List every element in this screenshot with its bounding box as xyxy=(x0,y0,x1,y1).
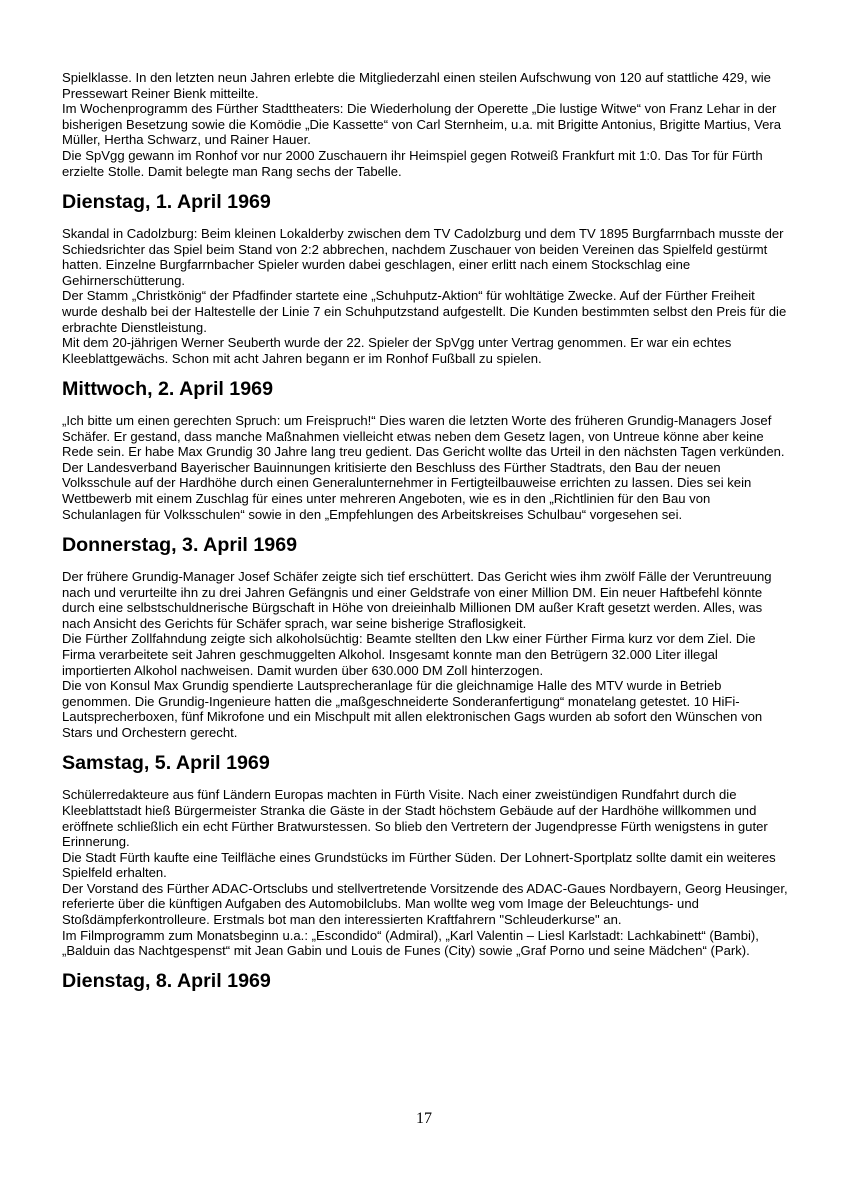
intro-paragraph-3: Die SpVgg gewann im Ronhof vor nur 2000 Zuschauern ihr Heimspiel gegen Rotweiß Frankfurt mit 1:0. Das Tor für Fürth erzielte Stolle. Damit belegte man Rang sechs der Tabelle. xyxy=(62,147,763,179)
intro-paragraph-2: Im Wochenprogramm des Fürther Stadttheaters: Die Wiederholung der Operette „Die lustige Witwe“ von Franz Lehar in der bisherigen Besetzung sowie die Komödie „Die Kassette“ von Carl Sternheim, u.a. mit Brigitte Antonius, Brigitte Martius, Vera Müller, Hertha Schwarz, und Rainer Hauer. xyxy=(62,101,782,148)
section-4-paragraph-3: Der Vorstand des Fürther ADAC-Ortsclubs und stellvertretende Vorsitzende des ADAC-Gaues Nordbayern, Georg Heusinger, referierte über die künftigen Aufgaben des Automobilclubs. Man wollte weg vom Image der Beleuchtungs- und Stoßdämpferkontrolleure. Erstmals bot man den interessierten Kraftfahrern "Schleuderkurse" an. xyxy=(62,880,788,928)
section-1-paragraph-2: Der Stamm „Christkönig“ der Pfadfinder startete eine „Schuhputz-Aktion“ für wohltätige Zwecke. Auf der Fürther Freiheit wurde deshalb bei der Haltestelle der Linie 7 ein Schuhputzstand aufgestellt. Die Kunden bestimmten selbst den Preis für die erbrachte Dienstleistung. xyxy=(62,288,787,335)
section-1-paragraph-1: Skandal in Cadolzburg: Beim kleinen Lokalderby zwischen dem TV Cadolzburg und dem TV 1895 Burgfarrnbach musste der Schiedsrichter das Spiel beim Stand von 2:2 abbrechen, nachdem Zuschauer von beiden Vereinen das Spielfeld gestürmt hatten. Einzelne Burgfarrnbacher Spieler wurden dabei geschlagen, einer erlitt nach einem Stockschlag eine Gehirnerschütterung. xyxy=(62,225,784,288)
date-heading-5: Dienstag, 8. April 1969 xyxy=(62,970,271,993)
intro-paragraph-1: Spielklasse. In den letzten neun Jahren erlebte die Mitgliederzahl einen steilen Aufschwung von 120 auf stattliche 429, wie Pressewart Reiner Bienk mitteilte. xyxy=(62,70,771,101)
date-heading-4: Samstag, 5. April 1969 xyxy=(62,752,270,775)
page-content xyxy=(62,70,788,1006)
section-4-paragraph-2: Die Stadt Fürth kaufte eine Teilfläche eines Grundstücks im Fürther Süden. Der Lohnert-Sportplatz sollte damit ein weiteres Spielfeld erhalten. xyxy=(62,849,776,881)
intro-block xyxy=(62,70,788,179)
section-3-paragraph-1: Der frühere Grundig-Manager Josef Schäfer zeigte sich tief erschüttert. Das Gericht wies ihm zwölf Fälle der Veruntreuung nach und verurteilte ihn zu drei Jahren Gefängnis und einer Geldstrafe von einer Million DM. Ein neuer Haftbefehl könnte durch eine selbstschuldnerische Bürgschaft in Höhe von dreieinhalb Millionen DM außer Kraft gesetzt werden. Alles, was nach Ansicht des Gerichts für Schäfer sprach, war seine bisherige Straflosigkeit. xyxy=(62,569,772,631)
section-3-paragraph-2: Die Fürther Zollfahndung zeigte sich alkoholsüchtig: Beamte stellten den Lkw einer Fürther Firma kurz vor dem Ziel. Die Firma verarbeitete seit Jahren geschmuggelten Alkohol. Insgesamt konnte man den Betrügern 32.000 Liter illegal importierten Alkohol nachweisen. Damit wurden über 630.000 DM Zoll hinterzogen. xyxy=(62,631,756,678)
date-heading-2: Mittwoch, 2. April 1969 xyxy=(62,377,274,400)
section-3-body xyxy=(62,569,788,741)
section-2-body xyxy=(62,413,788,522)
section-1-paragraph-3: Mit dem 20-jährigen Werner Seuberth wurde der 22. Spieler der SpVgg unter Vertrag genommen. Er war ein echtes Kleeblattgewächs. Schon mit acht Jahren begann er im Ronhof Fußball zu spielen. xyxy=(62,335,732,366)
page-number: 17 xyxy=(416,1110,432,1127)
section-2-paragraph-1: „Ich bitte um einen gerechten Spruch: um Freispruch!“ Dies waren die letzten Worte des früheren Grundig-Managers Josef Schäfer. Er gestand, dass manche Maßnahmen vielleicht etwas neben dem Gesetz lagen, von Untreue könne aber keine Rede sein. Er habe Max Grundig 30 Jahre lang treu gedient. Das Gericht wollte das Urteil in den nächsten Tagen verkünden. xyxy=(62,413,785,460)
section-1-body xyxy=(62,226,788,366)
section-4-paragraph-4: Im Filmprogramm zum Monatsbeginn u.a.: „Escondido“ (Admiral), „Karl Valentin – Liesl Karlstadt: Lachkabinett“ (Bambi), „Balduin das Nachtgespenst“ mit Jean Gabin und Louis de Funes (City) sowie „Graf Porno und seine Mädchen“ (Park). xyxy=(62,927,759,959)
section-4-paragraph-1: Schülerredakteure aus fünf Ländern Europas machten in Fürth Visite. Nach einer zweistündigen Rundfahrt durch die Kleeblattstadt hieß Bürgermeister Stranka die Gäste in der Stadt höchstem Gebäude auf der Hardhöhe willkommen und eröffnete schließlich ein echt Fürther Bratwurstessen. So blieb den Vertretern der Jugendpresse Fürth wenigstens in guter Erinnerung. xyxy=(62,787,768,850)
date-heading-1: Dienstag, 1. April 1969 xyxy=(62,190,271,213)
section-3-paragraph-3: Die von Konsul Max Grundig spendierte Lautsprecheranlage für die gleichnamige Halle des MTV wurde in Betrieb genommen. Die Grundig-Ingenieure hatten die „maßgeschneiderte Sonderanfertigung“ monatelang getestet. 10 HiFi-Lautsprecherboxen, fünf Mikrofone und ein Mischpult mit allen elektronischen Gags wurden ab sofort den Wünschen von Stars und Orchestern gerecht. xyxy=(62,678,763,740)
section-2-paragraph-2: Der Landesverband Bayerischer Bauinnungen kritisierte den Beschluss des Fürther Stadtrats, den Bau der neuen Volksschule auf der Hardhöhe durch einen Generalunternehmer in Fertigteilbauweise errichten zu lassen. Dies sei kein Wettbewerb mit einem Zuschlag für eines unter mehreren Angeboten, wie es in den „Richtlinien für den Bau von Schulanlagen für Volksschulen“ sowie in den „Empfehlungen des Arbeitskreises Schulbau“ vorgesehen sei. xyxy=(62,459,752,522)
section-4-body xyxy=(62,787,788,959)
date-heading-3: Donnerstag, 3. April 1969 xyxy=(62,533,298,556)
